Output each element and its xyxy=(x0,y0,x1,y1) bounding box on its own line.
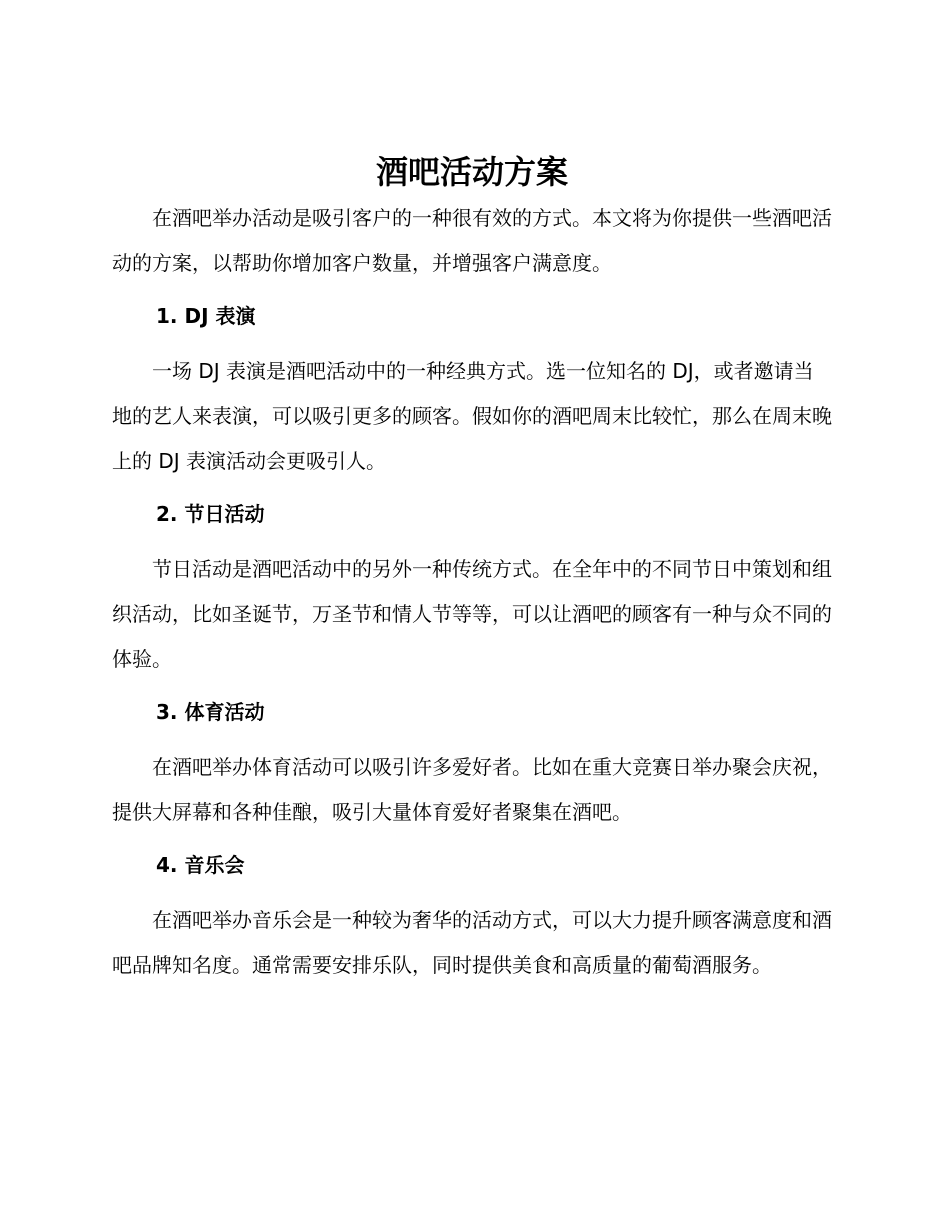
section-concert xyxy=(112,850,832,988)
section-body: 在酒吧举办体育活动可以吸引许多爱好者。比如在重大竞赛日举办聚会庆祝，提供大屏幕和各种佳酿，吸引大量体育爱好者聚集在酒吧。 xyxy=(112,755,832,824)
section-holiday xyxy=(112,499,832,682)
section-heading: 2. 节日活动 xyxy=(156,502,265,526)
intro-paragraph: 在酒吧举办活动是吸引客户的一种很有效的方式。本文将为你提供一些酒吧活动的方案，以帮助你增加客户数量，并增强客户满意度。 xyxy=(112,206,832,275)
section-heading: 1. DJ 表演 xyxy=(156,304,256,328)
section-sports xyxy=(112,697,832,835)
section-heading: 4. 音乐会 xyxy=(156,853,245,877)
section-body: 一场 DJ 表演是酒吧活动中的一种经典方式。选一位知名的 DJ，或者邀请当地的艺人来表演，可以吸引更多的顾客。假如你的酒吧周末比较忙，那么在周末晚上的 DJ 表演活动会更吸引人。 xyxy=(112,359,832,473)
section-body: 节日活动是酒吧活动中的另外一种传统方式。在全年中的不同节日中策划和组织活动，比如圣诞节，万圣节和情人节等等，可以让酒吧的顾客有一种与众不同的体验。 xyxy=(112,557,832,671)
document-page xyxy=(112,150,832,988)
document-title: 酒吧活动方案 xyxy=(375,153,568,191)
section-dj xyxy=(112,301,832,484)
section-body: 在酒吧举办音乐会是一种较为奢华的活动方式，可以大力提升顾客满意度和酒吧品牌知名度。通常需要安排乐队，同时提供美食和高质量的葡萄酒服务。 xyxy=(112,908,832,977)
section-heading: 3. 体育活动 xyxy=(156,700,265,724)
